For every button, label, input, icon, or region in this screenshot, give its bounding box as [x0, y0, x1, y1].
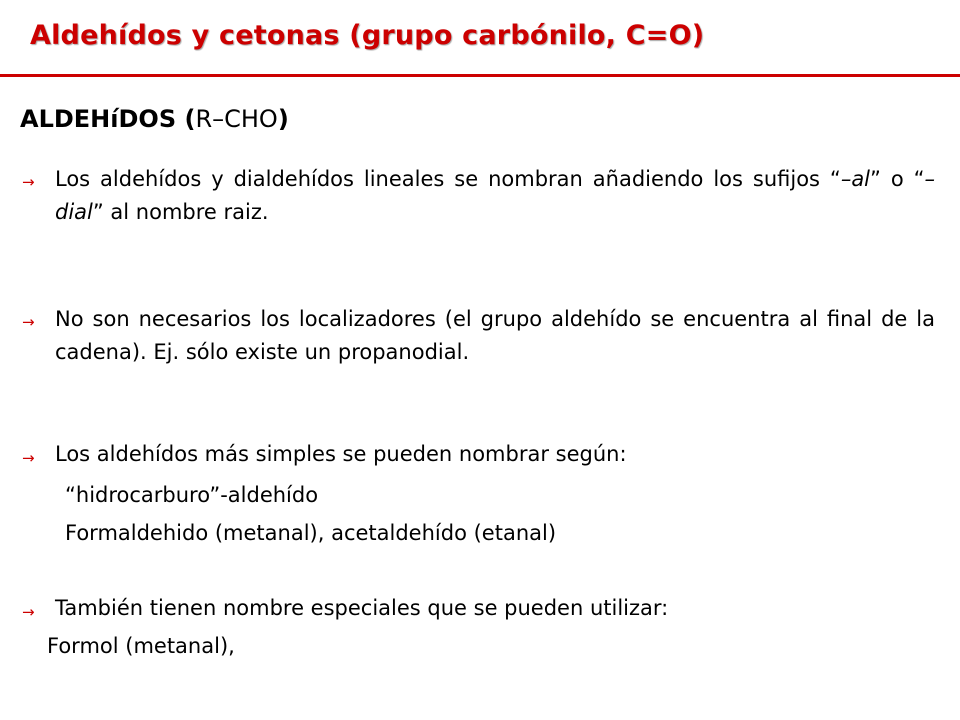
arrow-bullet-icon: → — [22, 449, 35, 467]
arrow-bullet-icon: → — [22, 173, 35, 191]
heading-bold: ALDEHíDOS ( — [20, 105, 196, 133]
heading-formula: R–CHO — [195, 105, 278, 133]
arrow-bullet-icon: → — [22, 603, 35, 621]
bullet-3-text: Los aldehídos más simples se pueden nombrar según: — [55, 442, 627, 466]
bullet-1-text — [55, 163, 935, 229]
suffix-al: –al — [840, 167, 871, 191]
title-divider — [0, 74, 960, 77]
arrow-bullet-icon: → — [22, 313, 35, 331]
bullet-2-text: No son necesarios los localizadores (el grupo aldehído se encuentra al final de la cadena). Ej. sólo existe un propanodial. — [55, 307, 935, 364]
slide-title: Aldehídos y cetonas (grupo carbónilo, C=O) — [30, 20, 705, 51]
bullet-3-sub-2: Formaldehido (metanal), acetaldehído (etanal) — [65, 521, 557, 545]
bullet-1-part-c: ” al nombre raiz. — [92, 200, 269, 224]
section-heading — [20, 105, 289, 133]
heading-close: ) — [277, 105, 289, 133]
bullet-4-text: También tienen nombre especiales que se pueden utilizar: — [55, 596, 669, 620]
bullet-1-part-b: ” o “ — [870, 167, 925, 191]
bullet-3-sub-1: “hidrocarburo”-aldehído — [65, 483, 319, 507]
bullet-1-part-a: Los aldehídos y dialdehídos lineales se nombran añadiendo los sufijos “ — [55, 167, 841, 191]
suffix-dial: –dial — [55, 167, 935, 224]
bullet-4-sub-1: Formol (metanal), — [47, 634, 235, 658]
